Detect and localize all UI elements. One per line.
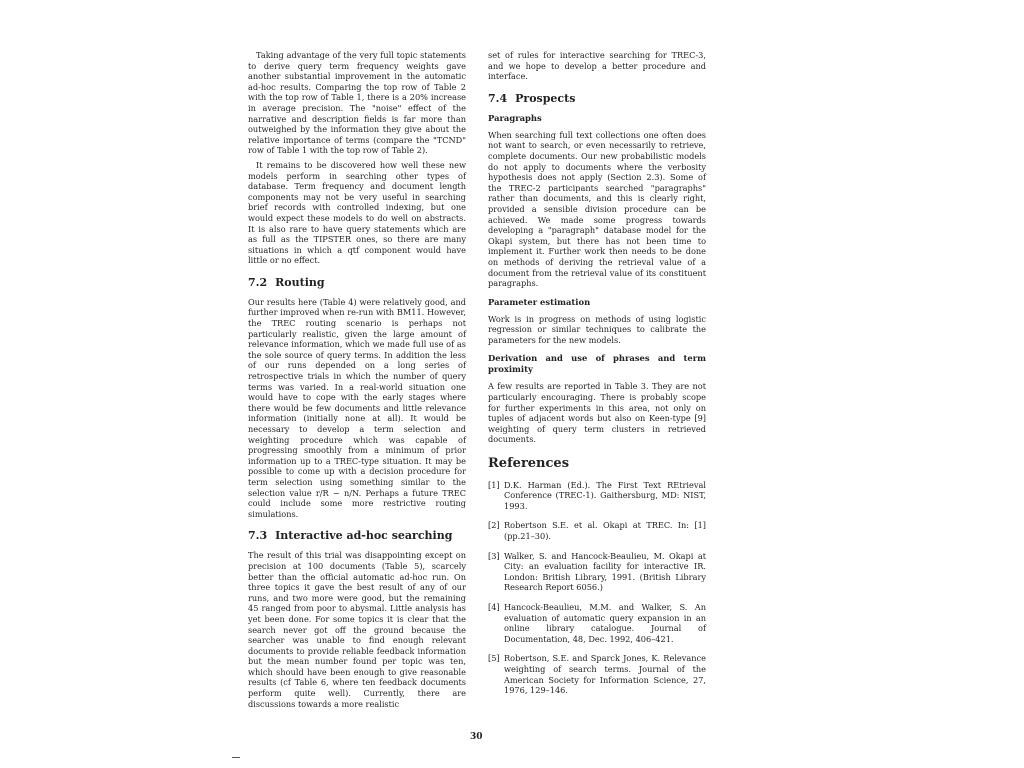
reference-item: [488, 602, 706, 644]
paragraph: The result of this trial was disappointing except on precision at 100 documents (Table 5), scarcely better than the official automatic ad-hoc run. On three topics it gave the best result of any of our runs, and two more were good, but the remaining 45 ranged from poor to abysmal. Little analysis has yet been done. For some topics it is clear that the search never got off the ground because the searcher was unable to find enough relevant documents to provide reliable feedback information but the mean number found per topic was ten, which should have been enough to give reasonable results (cf Table 6, where ten feedback documents perform quite well). Currently, there are discussions towards a more realistic: [248, 550, 466, 709]
section-heading-routing: [248, 276, 466, 289]
section-heading-prospects: [488, 92, 706, 105]
paragraph: Taking advantage of the very full topic statements to derive query term frequency weights gave another substantial improvement in the automatic ad-hoc results. Comparing the top row of Table 2 with the top row of Table 1, there is a 20% increase in average precision. The "noise" effect of the narrative and description fields is far more than outweighed by the information they give about the relative importance of terms (compare the "TCND" row of Table 1 with the top row of Table 2).: [248, 50, 466, 156]
reference-number: [3]: [488, 550, 500, 561]
paragraph: When searching full text collections one often does not want to search, or even necessarily to retrieve, complete documents. Our new probabilistic models do not apply to documents where the verbosity hypothesis does not apply (Section 2.3). Some of the TREC-2 participants searched "paragraphs" rather than documents, and this is clearly right, provided a sensible division procedure can be achieved. We made some progress towards developing a "paragraph" database model for the Okapi system, but there has not been time to implement it. Further work then needs to be done on methods of deriving the retrieval value of a document from the retrieval value of its constituent paragraphs.: [488, 129, 706, 289]
section-number: 7.2: [248, 275, 268, 289]
reference-item: [488, 520, 706, 541]
paragraph: set of rules for interactive searching for TREC-3, and we hope to develop a better procedure and interface.: [488, 50, 706, 82]
section-title: Routing: [275, 275, 325, 289]
section-title: Prospects: [515, 91, 576, 105]
reference-number: [4]: [488, 601, 500, 612]
paragraph: It remains to be discovered how well these new models perform in searching other types of database. Term frequency and document length components may not be very useful in searching brief records with controlled indexing, but one would expect these models to do well on abstracts. It is also rare to have query statements which are as full as the TIPSTER ones, so there are many situations in which a qtf component would have little or no effect.: [248, 159, 466, 266]
reference-item: [488, 653, 706, 695]
reference-item: [488, 480, 706, 512]
reference-item: [488, 551, 706, 593]
page-number: 30: [470, 732, 483, 742]
section-number: 7.4: [488, 91, 508, 105]
subheading-parameter-estimation: Parameter estimation: [488, 296, 591, 307]
subheading-phrases: Derivation and use of phrases and term proximity: [488, 353, 706, 375]
right-column: [488, 50, 706, 705]
reference-text: Robertson, S.E. and Sparck Jones, K. Relevance weighting of search terms. Journal of the American Society for Information Science, 27, 1976, 129–146.: [504, 653, 706, 696]
paragraph: Our results here (Table 4) were relatively good, and further improved when re-run with BM11. However, the TREC routing scenario is perhaps not particularly realistic, given the large amount of relevance information, which we made full use of as the sole source of query terms. In addition the less of our runs depended on a long series of retrospective trials in which the number of query terms was varied. In a real-world situation one would have to cope with the early stages where there would be few documents and little relevance information (initially none at all). It would be necessary to develop a term selection and weighting procedure which was capable of progressing smoothly from a minimum of prior information up to a TREC-type situation. It may be possible to come up with a decision procedure for term selection using something similar to the selection value r/R − n/N. Perhaps a future TREC could include some more restrictive routing simulations.: [248, 296, 466, 519]
paragraph: A few results are reported in Table 3. They are not particularly encouraging. There is probably scope for further experiments in this area, not only on tuples of adjacent words but also on Keen-type [9] weighting of query term clusters in retrieved documents.: [488, 381, 706, 445]
scan-edge-mark: [232, 757, 240, 758]
reference-text: Hancock-Beaulieu, M.M. and Walker, S. An evaluation of automatic query expansion in an online library catalogue. Journal of Documentation, 48, Dec. 1992, 406–421.: [504, 601, 706, 644]
reference-number: [1]: [488, 479, 500, 490]
reference-text: Robertson S.E. et al. Okapi at TREC. In: [1] (pp.21–30).: [504, 520, 706, 541]
paragraph: Work is in progress on methods of using logistic regression or similar techniques to calibrate the parameters for the new models.: [488, 313, 706, 345]
reference-number: [5]: [488, 653, 500, 664]
reference-text: Walker, S. and Hancock-Beaulieu, M. Okapi at City: an evaluation facility for interactive IR. London: British Library, 1991. (British Library Research Report 6056.): [504, 550, 706, 593]
references-heading: References: [488, 456, 570, 472]
section-number: 7.3: [248, 529, 268, 543]
reference-number: [2]: [488, 520, 500, 531]
subheading-paragraphs: Paragraphs: [488, 112, 542, 123]
section-title: Interactive ad-hoc searching: [275, 529, 453, 543]
left-column: [248, 50, 466, 713]
section-heading-interactive: [248, 529, 466, 542]
reference-text: D.K. Harman (Ed.). The First Text REtrieval Conference (TREC-1). Gaithersburg, MD: NIST, 1993.: [504, 479, 706, 511]
